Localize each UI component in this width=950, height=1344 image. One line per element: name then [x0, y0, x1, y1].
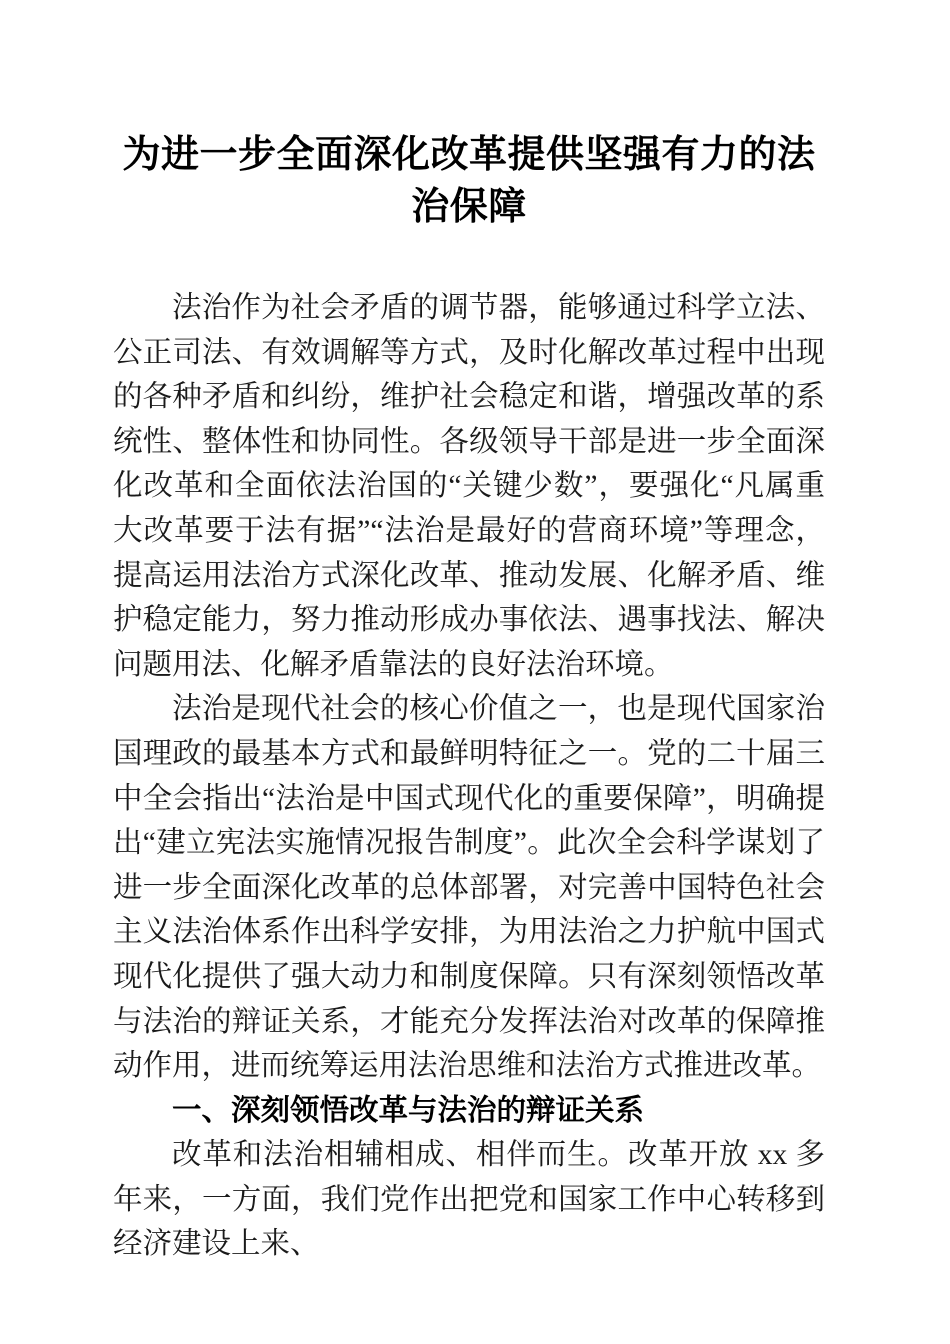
section-heading-1: 一、深刻领悟改革与法治的辩证关系	[172, 1093, 645, 1127]
body-paragraph-1: 法治作为社会矛盾的调节器，能够通过科学立法、公正司法、有效调解等方式，及时化解改革过程中出现的各种矛盾和纠纷，维护社会稳定和谐，增强改革的系统性、整体性和协同性。各级领导干部是进一步全面深化改革和全面依法治国的“关键少数”，要强化“凡属重大改革要于法有据”“法治是最好的营商环境”等理念，提高运用法治方式深化改革、推动发展、化解矛盾、维护稳定能力，努力推动形成办事依法、遇事找法、解决问题用法、化解矛盾靠法的良好法治环境。	[113, 292, 825, 681]
body-paragraph-3: 改革和法治相辅相成、相伴而生。改革开放 xx 多年来，一方面，我们党作出把党和国家工作中心转移到经济建设上来、	[113, 1139, 825, 1261]
page-title: 为进一步全面深化改革提供坚强有力的法治保障	[122, 134, 816, 228]
document-body	[113, 0, 825, 1267]
body-paragraph-2: 法治是现代社会的核心价值之一，也是现代国家治国理政的最基本方式和最鲜明特征之一。党的二十届三中全会指出“法治是中国式现代化的重要保障”，明确提出“建立宪法实施情况报告制度”。此次全会科学谋划了进一步全面深化改革的总体部署，对完善中国特色社会主义法治体系作出科学安排，为用法治之力护航中国式现代化提供了强大动力和制度保障。只有深刻领悟改革与法治的辩证关系，才能充分发挥法治对改革的保障推动作用，进而统筹运用法治思维和法治方式推进改革。	[113, 693, 825, 1083]
